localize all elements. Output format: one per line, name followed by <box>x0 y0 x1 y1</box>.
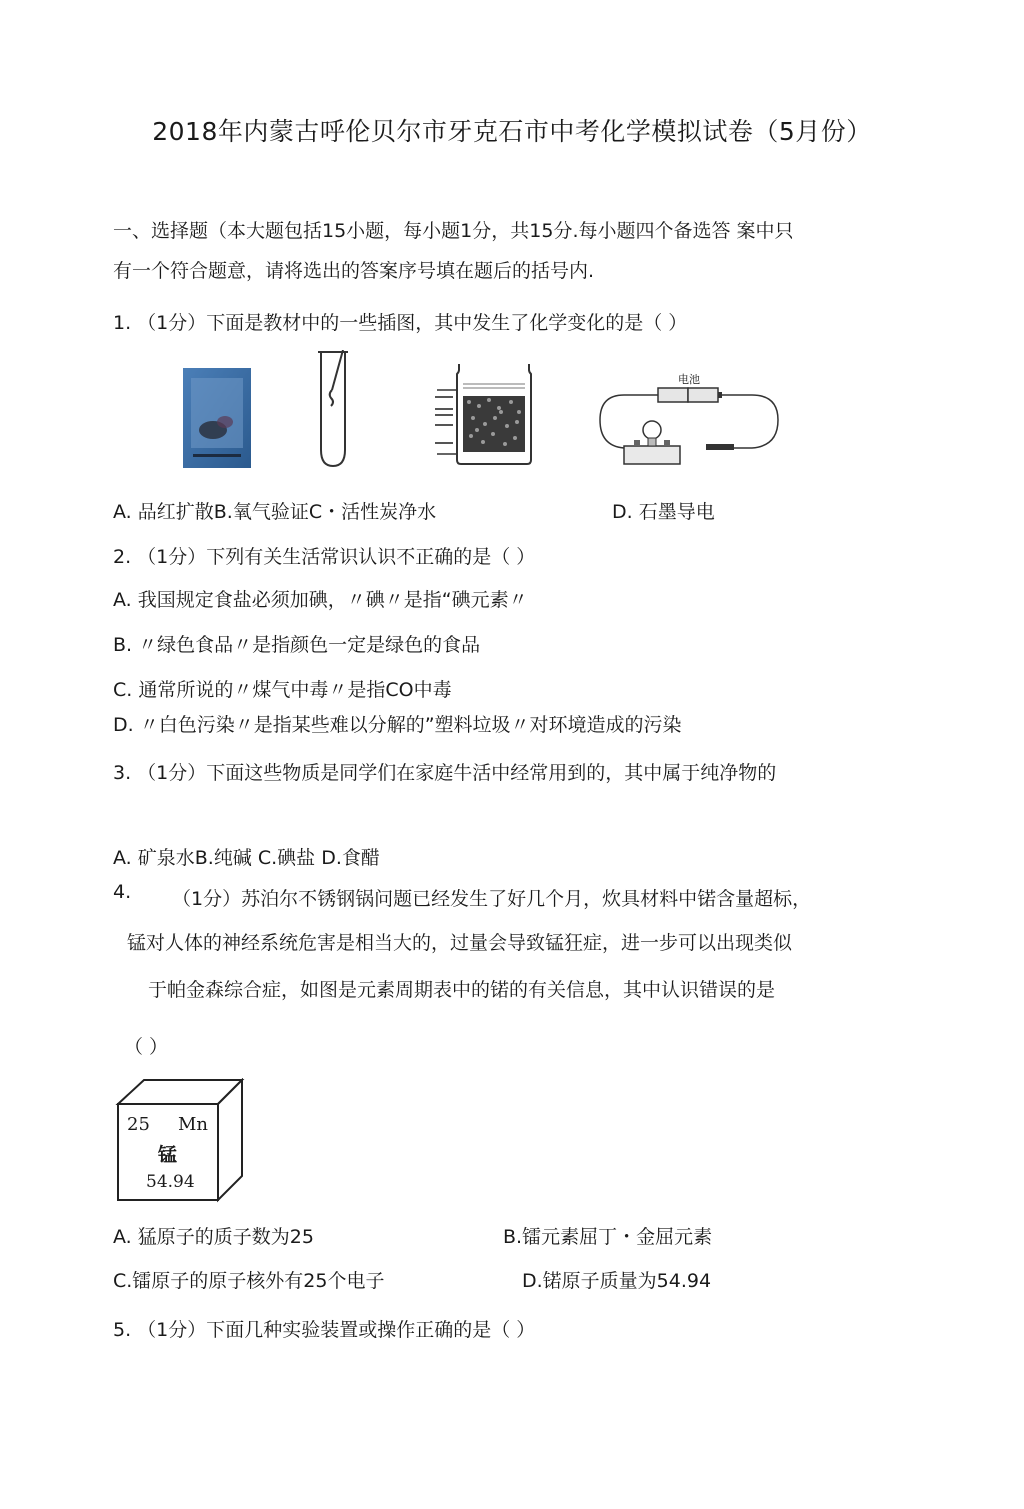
q4-option-d: D.锘原子质量为54.94 <box>522 1270 712 1292</box>
element-name: 锰 <box>158 1144 178 1166</box>
battery-label: 电池 <box>678 373 700 386</box>
section-heading-line2: 有一个符合题意，请将选出的答案序号填在题后的括号内. <box>113 260 595 282</box>
section-heading-line1: 一、选择题（本大题包括15小题，每小题1分，共15分.每小题四个备选答 案中只 <box>113 220 794 242</box>
q1-option-d: D. 石墨导电 <box>612 501 715 523</box>
q2-option-a: A. 我国规定食盐必须加碘，〃碘〃是指“碘元素〃 <box>113 589 528 611</box>
q1-stem: 1. （1分）下面是教材中的一些插图，其中发生了化学变化的是（ ） <box>113 312 688 334</box>
element-symbol: Mn <box>178 1114 209 1135</box>
element-card-manganese <box>114 1078 246 1204</box>
figure-pink-diffusion <box>183 368 251 468</box>
q4-option-c: C.镭原子的原子核外有25个电子 <box>113 1270 385 1292</box>
q2-stem: 2. （1分）下列有关生活常识认识不正确的是（ ） <box>113 546 536 568</box>
q4-number: 4. <box>113 881 132 903</box>
element-atomic-mass: 54.94 <box>146 1172 195 1192</box>
q2-option-d: D. 〃白色污染〃是指某些难以分解的”塑料垃圾〃对环境造成的污染 <box>113 714 682 736</box>
q3-options: A. 矿泉水B.纯碱 C.碘盐 D.食醋 <box>113 847 380 869</box>
q4-option-a: A. 猛原子的质子数为25 <box>113 1226 314 1248</box>
q4-line2: 锰对人体的神经系统危害是相当大的，过量会导致锰狂症，进一步可以出现类似 <box>127 932 793 954</box>
q1-options-abc: A. 品红扩散B.氧气验证C・活性炭净水 <box>113 501 437 523</box>
page-title: 2018年内蒙古呼伦贝尔市牙克石市中考化学模拟试卷（5月份） <box>152 117 872 146</box>
q4-option-b: B.镭元素屈丁・金屈元素 <box>503 1226 713 1248</box>
q2-option-b: B. 〃绿色食品〃是指颜色一定是绿色的食品 <box>113 634 481 656</box>
figure-test-tube <box>313 350 353 470</box>
figure-graphite-circuit <box>594 368 782 470</box>
q4-line1: （1分）苏泊尔不锈钢锅问题已经发生了好几个月，炊具材料中锘含量超标， <box>172 888 812 910</box>
element-atomic-number: 25 <box>127 1114 150 1135</box>
q2-option-c: C. 通常所说的〃煤气中毒〃是指CO中毒 <box>113 679 452 701</box>
q3-stem: 3. （1分）下面这些物质是同学们在家庭牛活中经常用到的，其中属于纯净物的 <box>113 762 777 784</box>
figure-carbon-filter <box>433 362 535 466</box>
q4-line3: 于帕金森综合症，如图是元素周期表中的锘的有关信息，其中认识错误的是 <box>148 979 776 1001</box>
q5-stem: 5. （1分）下面几种实验装置或操作正确的是（ ） <box>113 1319 536 1341</box>
q4-answer-paren: （ ） <box>124 1036 169 1058</box>
